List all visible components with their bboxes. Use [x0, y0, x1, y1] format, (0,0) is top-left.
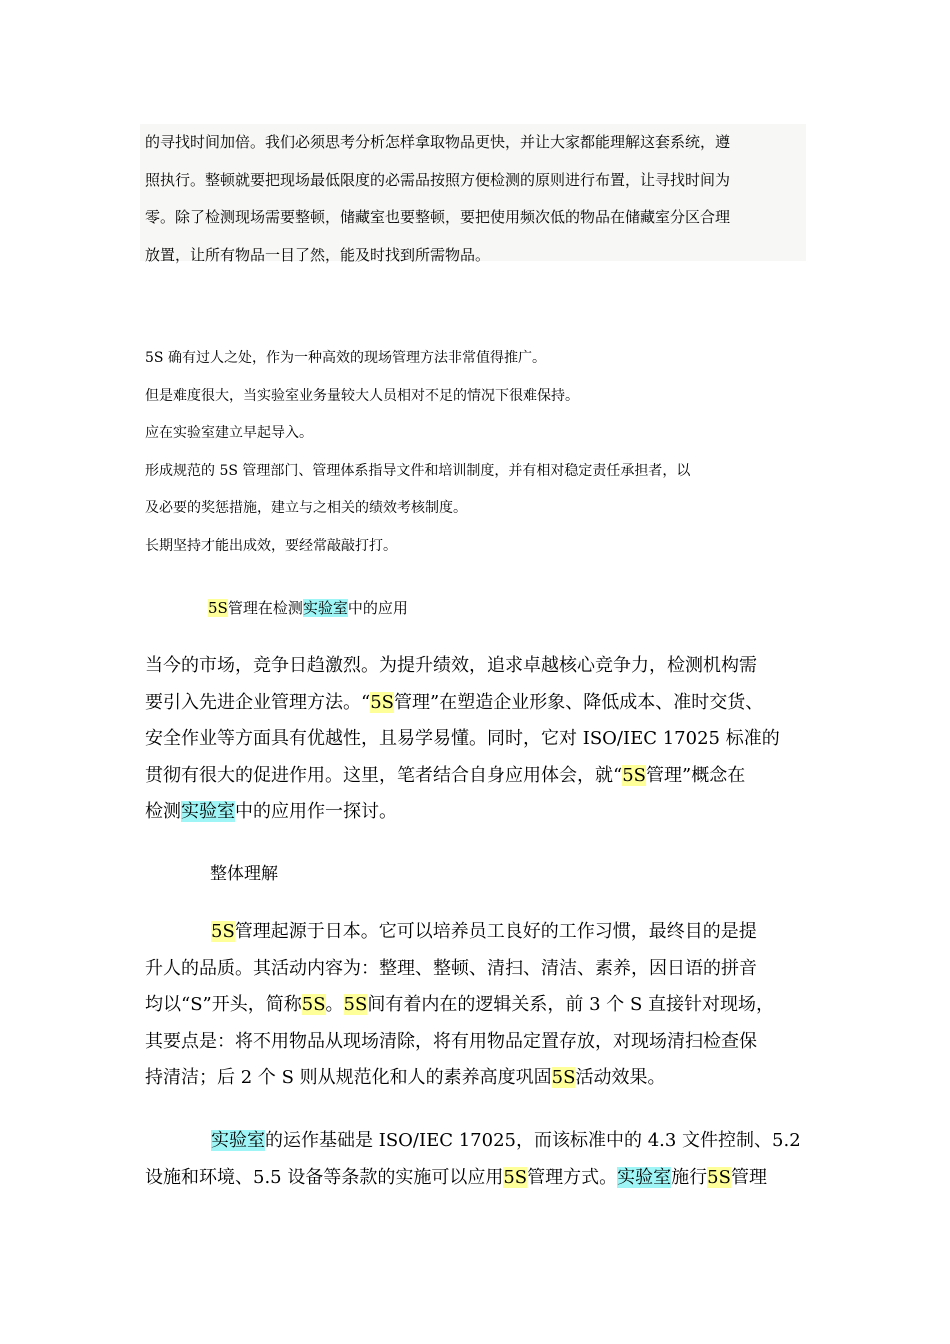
- text-line: 的寻找时间加倍。我们必须思考分析怎样拿取物品更快，并让大家都能理解这套系统，遵: [145, 133, 731, 151]
- highlight-5s: 5S: [370, 691, 394, 713]
- article-title: 5S管理在检测实验室中的应用: [208, 599, 408, 617]
- text-line: 升人的品质。其活动内容为：整理、整顿、清扫、清洁、素养，因日语的拼音: [145, 957, 757, 979]
- text-line: 安全作业等方面具有优越性，且易学易懂。同时，它对 ISO/IEC 17025 标准的: [145, 728, 780, 749]
- text-line: 检测实验室中的应用作一探讨。: [145, 801, 397, 822]
- highlight-5s: 5S: [211, 921, 235, 942]
- text-line: 贯彻有很大的促进作用。这里，笔者结合自身应用体会，就“5S管理”概念在: [145, 764, 746, 786]
- text-line: 长期坚持才能出成效，要经常敲敲打打。: [145, 537, 397, 554]
- highlight-5s: 5S: [208, 599, 228, 617]
- highlight-5s: 5S: [343, 994, 368, 1015]
- text-line: 零。除了检测现场需要整顿，储藏室也要整顿，要把使用频次低的物品在储藏室分区合理: [145, 208, 731, 226]
- text-line: 实验室的运作基础是 ISO/IEC 17025，而该标准中的 4.3 文件控制、5.2: [211, 1130, 801, 1151]
- text-line: 其要点是：将不用物品从现场清除，将有用物品定置存放，对现场清扫检查保: [145, 1030, 757, 1052]
- paragraph-lab-basis: [145, 1123, 825, 1196]
- text-line: 放置，让所有物品一目了然，能及时找到所需物品。: [145, 245, 491, 264]
- highlight-5s: 5S: [503, 1166, 528, 1188]
- text-line: 5S 确有过人之处，作为一种高效的现场管理方法非常值得推广。: [145, 350, 546, 366]
- highlight-lab: 实验室: [211, 1130, 265, 1151]
- section-heading: 整体理解: [210, 864, 278, 884]
- highlight-5s: 5S: [301, 994, 326, 1015]
- text-line: 及必要的奖惩措施，建立与之相关的绩效考核制度。: [145, 500, 467, 516]
- text-line: 设施和环境、5.5 设备等条款的实施可以应用5S管理方式。实验室施行5S管理: [145, 1166, 767, 1188]
- text-line: 均以“S”开头，简称5S。5S间有着内在的逻辑关系，前 3 个 S 直接针对现场，: [145, 994, 775, 1015]
- text-line: 但是难度很大，当实验室业务量较大人员相对不足的情况下很难保持。: [145, 387, 579, 404]
- text-line: 照执行。整顿就要把现场最低限度的必需品按照方便检测的原则进行布置，让寻找时间为: [145, 170, 731, 189]
- highlight-lab: 实验室: [302, 599, 348, 617]
- highlight-5s: 5S: [707, 1166, 731, 1188]
- text-line: 当今的市场，竞争日趋激烈。为提升绩效，追求卓越核心竞争力，检测机构需: [145, 655, 757, 676]
- highlight-lab: 实验室: [181, 801, 235, 822]
- text-line: 5S管理起源于日本。它可以培养员工良好的工作习惯，最终目的是提: [211, 921, 757, 942]
- highlight-lab: 实验室: [617, 1166, 672, 1188]
- summary-list: [145, 340, 825, 565]
- text-line: 持清洁；后 2 个 S 则从规范化和人的素养高度巩固5S活动效果。: [145, 1067, 666, 1088]
- text-line: 要引入先进企业管理方法。“5S管理”在塑造企业形象、降低成本、准时交货、: [145, 691, 764, 713]
- text-line: 应在实验室建立早起导入。: [145, 425, 313, 441]
- text-line: 形成规范的 5S 管理部门、管理体系指导文件和培训制度，并有相对稳定责任承担者，以: [145, 462, 691, 479]
- highlight-5s: 5S: [551, 1067, 576, 1088]
- intro-paragraph: [145, 648, 825, 831]
- shaded-paragraph: [140, 124, 806, 264]
- highlight-5s: 5S: [622, 764, 646, 786]
- paragraph-5s-origin: [145, 914, 825, 1097]
